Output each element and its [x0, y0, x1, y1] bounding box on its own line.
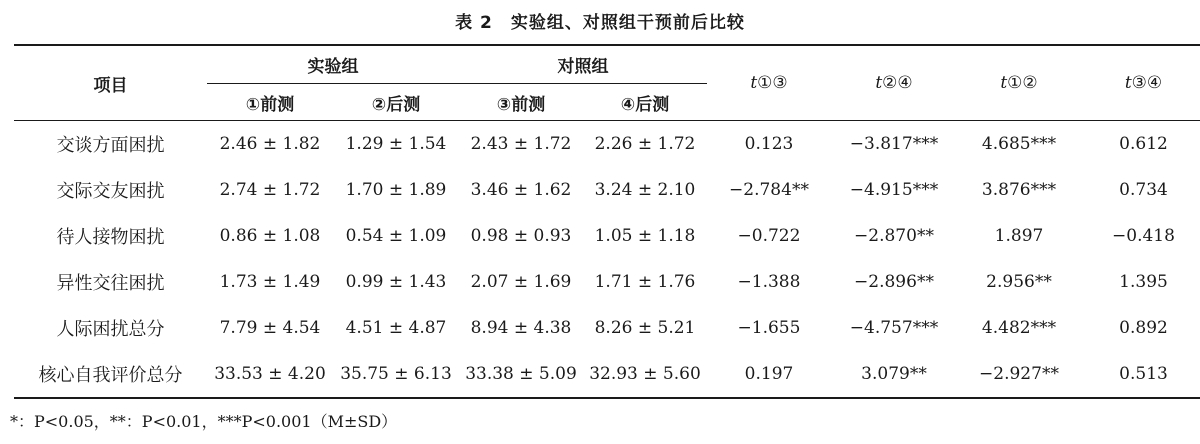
table-number: 表 2	[455, 13, 493, 33]
cell: 0.98 ± 0.93	[470, 226, 572, 246]
cell: 2.46 ± 1.82	[219, 134, 321, 154]
cell: 1.05 ± 1.18	[594, 226, 696, 246]
row-label: 交谈方面困扰	[56, 135, 165, 156]
table-row	[14, 121, 1200, 168]
cell: 0.86 ± 1.08	[219, 226, 321, 246]
header-t13	[707, 45, 831, 121]
table-row	[14, 305, 1200, 351]
table-row	[14, 213, 1200, 259]
cell: 1.73 ± 1.49	[219, 272, 321, 292]
cell: −1.388	[737, 272, 801, 292]
cell: −4.915***	[849, 180, 939, 200]
table-title: 实验组、对照组干预前后比较	[510, 13, 745, 33]
cell: 0.612	[1119, 134, 1168, 154]
header-group-experimental: 实验组	[207, 45, 459, 84]
table-row	[14, 351, 1200, 398]
cell: 33.38 ± 5.09	[465, 364, 577, 384]
cell: 7.79 ± 4.54	[219, 318, 321, 338]
cell: 8.94 ± 4.38	[470, 318, 572, 338]
cell: 3.876***	[981, 180, 1057, 200]
cell: 0.197	[744, 364, 794, 384]
cell: 3.079**	[861, 364, 927, 384]
row-label: 核心自我评价总分	[38, 365, 183, 386]
header-row-1	[14, 45, 1200, 84]
t-col-label: ①③	[757, 73, 788, 93]
cell: −2.870**	[854, 226, 934, 246]
header-sub-pre-ctrl: ③前测	[459, 84, 583, 121]
t-symbol: t	[1000, 73, 1008, 93]
cell: −2.784**	[729, 180, 809, 200]
cell: 4.51 ± 4.87	[345, 318, 447, 338]
cell: −2.896**	[854, 272, 934, 292]
cell: 33.53 ± 4.20	[214, 364, 326, 384]
header-t34	[1081, 45, 1200, 121]
cell: 0.513	[1119, 364, 1168, 384]
row-label: 人际困扰总分	[56, 319, 165, 340]
header-sub-pre-exp: ①前测	[207, 84, 333, 121]
header-group-control: 对照组	[459, 45, 707, 84]
cell: 8.26 ± 5.21	[594, 318, 696, 338]
cell: 1.395	[1119, 272, 1168, 292]
t-symbol: t	[750, 73, 758, 93]
table-row	[14, 167, 1200, 213]
cell: −0.722	[737, 226, 801, 246]
header-item: 项目	[14, 45, 207, 121]
table-footnote: *：P<0.05，**：P<0.01，***P<0.001（M±SD）	[10, 412, 398, 431]
cell: 4.482***	[981, 318, 1057, 338]
cell: 1.29 ± 1.54	[345, 134, 447, 154]
header-sub-post-ctrl: ④后测	[583, 84, 707, 121]
comparison-table	[14, 44, 1200, 399]
cell: 0.54 ± 1.09	[345, 226, 447, 246]
cell: 1.70 ± 1.89	[345, 180, 447, 200]
table-caption	[0, 8, 1200, 33]
cell: 2.74 ± 1.72	[219, 180, 321, 200]
t-col-label: ②④	[882, 73, 913, 93]
cell: −4.757***	[849, 318, 939, 338]
cell: −0.418	[1112, 226, 1175, 246]
t-symbol: t	[875, 73, 883, 93]
table-row	[14, 259, 1200, 305]
cell: 32.93 ± 5.60	[589, 364, 701, 384]
t-col-label: ③④	[1131, 73, 1163, 93]
header-sub-post-exp: ②后测	[333, 84, 459, 121]
cell: 0.99 ± 1.43	[345, 272, 447, 292]
cell: −3.817***	[849, 134, 939, 154]
cell: 0.123	[744, 134, 794, 154]
row-label: 异性交往困扰	[56, 273, 165, 294]
row-label: 待人接物困扰	[56, 227, 165, 248]
cell: 2.07 ± 1.69	[470, 272, 572, 292]
cell: 1.897	[994, 226, 1044, 246]
cell: 2.43 ± 1.72	[470, 134, 572, 154]
cell: −2.927**	[979, 364, 1059, 384]
cell: −1.655	[737, 318, 801, 338]
t-col-label: ①②	[1007, 73, 1038, 93]
header-t24	[831, 45, 957, 121]
row-label: 交际交友困扰	[56, 181, 165, 202]
cell: 35.75 ± 6.13	[340, 364, 452, 384]
cell: 3.46 ± 1.62	[470, 180, 572, 200]
cell: 3.24 ± 2.10	[594, 180, 696, 200]
cell: 1.71 ± 1.76	[594, 272, 696, 292]
cell: 0.892	[1119, 318, 1168, 338]
cell: 2.956**	[986, 272, 1052, 292]
cell: 0.734	[1119, 180, 1168, 200]
cell: 4.685***	[981, 134, 1057, 154]
header-t12	[957, 45, 1081, 121]
cell: 2.26 ± 1.72	[594, 134, 696, 154]
t-symbol: t	[1124, 73, 1132, 93]
